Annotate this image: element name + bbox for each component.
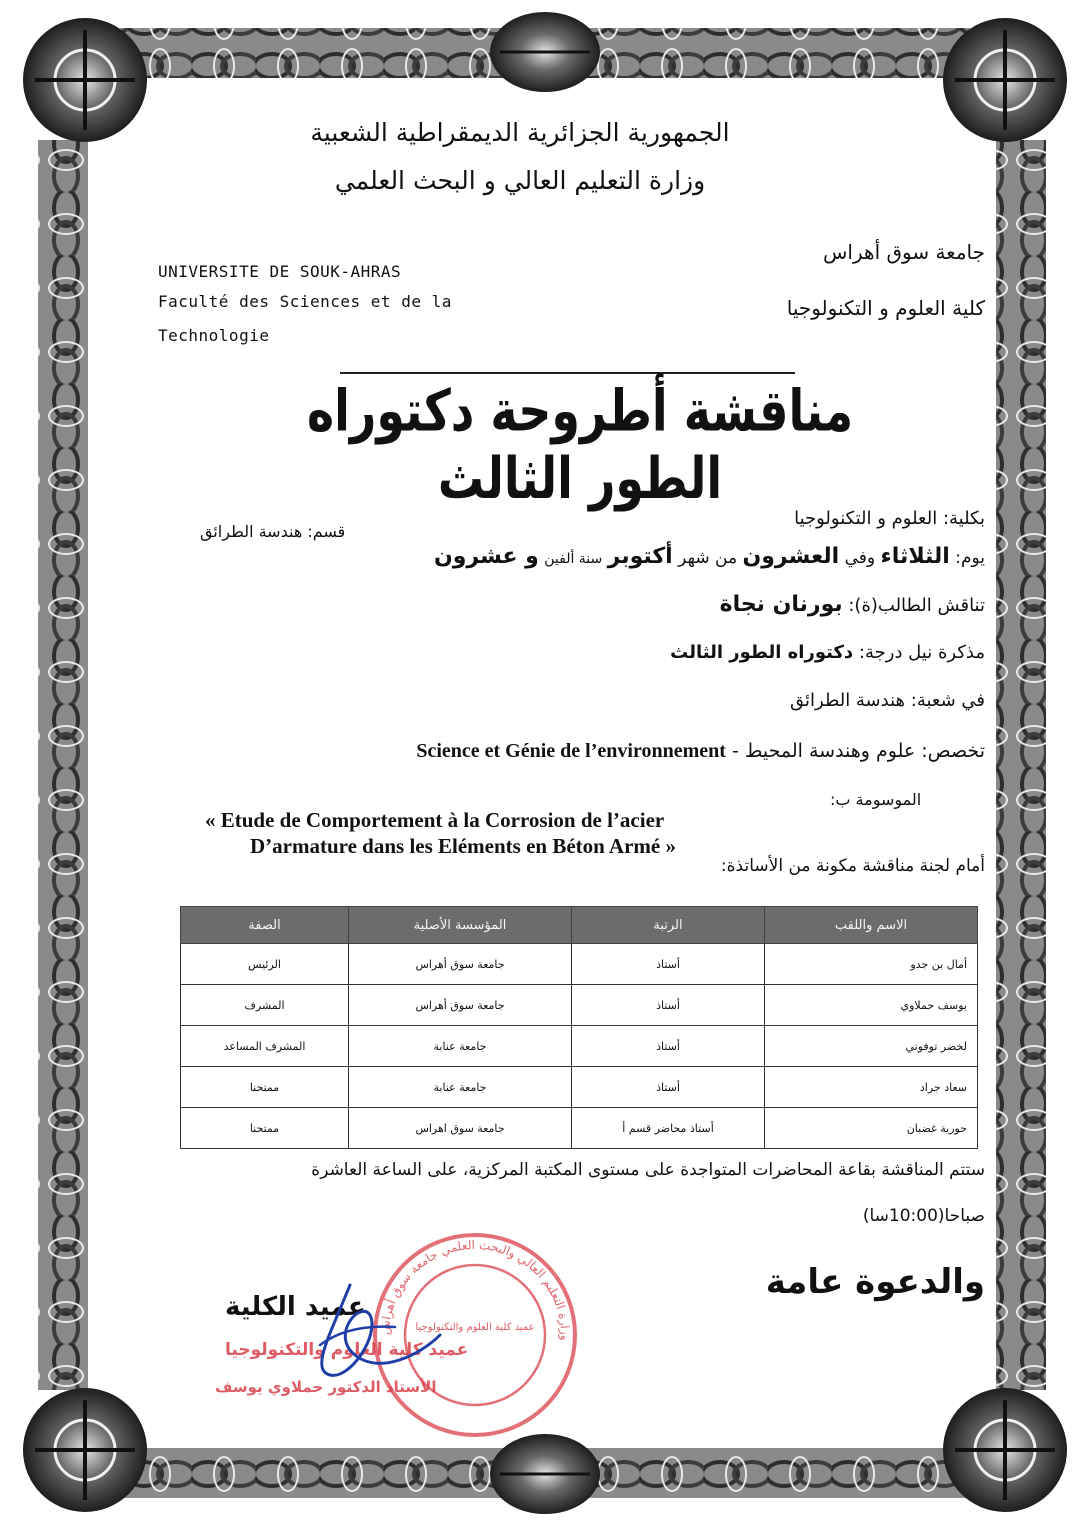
member-rank: أستاذ محاضر قسم أ — [572, 1108, 765, 1149]
stamp-line-professor: الأستاذ الدكتور حملاوي يوسف — [215, 1378, 437, 1396]
student-label: تناقش الطالب(ة): — [848, 595, 985, 616]
republic-heading: الجمهورية الجزائرية الديمقراطية الشعبية — [310, 118, 730, 147]
department-field — [200, 522, 345, 541]
jury-table — [180, 906, 978, 1149]
dean-title: عميد الكلية — [225, 1292, 366, 1322]
corner-ornament-bottom-right — [943, 1388, 1067, 1512]
public-invitation: والدعوة عامة — [765, 1262, 985, 1302]
speciality-ar: علوم وهندسة المحيط - — [731, 740, 916, 762]
table-row — [181, 1067, 978, 1108]
member-name: لخضر توفوتي — [765, 1026, 978, 1067]
degree-field — [670, 642, 985, 663]
member-role: الرئيس — [181, 944, 349, 985]
member-rank: أستاذ — [572, 1026, 765, 1067]
year-prefix: سنة ألفين — [544, 551, 603, 567]
corner-ornament-top-left — [23, 18, 147, 142]
year-suffix: و عشرون — [433, 544, 539, 569]
header-role: الصفة — [181, 907, 349, 944]
faculty-name-ar: كلية العلوم و التكنولوجيا — [786, 296, 985, 320]
member-institution: جامعة سوق أهراس — [349, 944, 572, 985]
thesis-title-line1: « Etude de Comportement à la Corrosion de l’acier — [205, 808, 665, 832]
university-name-fr: UNIVERSITE DE SOUK-AHRAS — [158, 262, 402, 281]
table-row — [181, 944, 978, 985]
department-label: قسم: — [307, 522, 346, 541]
student-field — [720, 592, 985, 617]
titled-label: الموسومة ب: — [830, 790, 922, 809]
thesis-title-line2: D’armature dans les Eléments en Béton Armé » — [250, 834, 676, 858]
degree-label: مذكرة نيل درجة: — [858, 642, 985, 663]
department-value: هندسة الطرائق — [200, 522, 303, 541]
member-institution: جامعة سوق أهراس — [349, 985, 572, 1026]
speciality-fr: Science et Génie de l’environnement — [416, 740, 726, 762]
day-label: يوم: — [955, 548, 985, 568]
day-name: الثلاثاء — [880, 544, 950, 569]
ornament-top-middle — [490, 12, 600, 92]
member-institution: جامعة سوق اهراس — [349, 1108, 572, 1149]
corner-ornament-top-right — [943, 18, 1067, 142]
member-role: ممتحنا — [181, 1108, 349, 1149]
venue-line2: صباحا(10:00سا) — [862, 1206, 985, 1226]
table-row — [181, 1108, 978, 1149]
corner-ornament-bottom-left — [23, 1388, 147, 1512]
student-name: بورنان نجاة — [719, 592, 843, 617]
day-in: وفي — [844, 548, 876, 568]
table-row — [181, 1026, 978, 1067]
member-rank: أستاذ — [572, 985, 765, 1026]
header-rank: الرتبة — [572, 907, 765, 944]
member-role: ممتحنا — [181, 1067, 349, 1108]
committee-intro: أمام لجنة مناقشة مكونة من الأساتذة: — [720, 856, 985, 876]
member-name: يوسف حملاوي — [765, 985, 978, 1026]
ministry-heading: وزارة التعليم العالي و البحث العلمي — [334, 166, 706, 195]
member-role: المشرف المساعد — [181, 1026, 349, 1067]
ornament-bottom-middle — [490, 1434, 600, 1514]
stamp-inner-text: عميد كلية العلوم والتكنولوجيا — [415, 1322, 535, 1333]
header-divider — [340, 372, 795, 374]
header-name: الاسم واللقب — [765, 907, 978, 944]
member-role: المشرف — [181, 985, 349, 1026]
day-number: العشرون — [742, 544, 840, 569]
speciality-field — [416, 740, 985, 763]
faculty-field — [794, 508, 985, 529]
member-name: سعاد جراد — [765, 1067, 978, 1108]
member-institution: جامعة عنابة — [349, 1067, 572, 1108]
date-field — [434, 544, 985, 569]
speciality-label: تخصص: — [921, 740, 985, 762]
document-title: مناقشة أطروحة دكتوراه الطور الثالث — [306, 376, 854, 512]
member-rank: أستاذ — [572, 1067, 765, 1108]
degree-value: دكتوراه الطور الثالث — [670, 642, 854, 663]
venue-line1: ستتم المناقشة بقاعة المحاضرات المتواجدة على مستوى المكتبة المركزية، على الساعة العاشرة — [311, 1160, 985, 1180]
faculty-name-fr-line1: Faculté des Sciences et de la — [158, 292, 452, 311]
header-institution: المؤسسة الأصلية — [349, 907, 572, 944]
member-name: حورية غضبان — [765, 1108, 978, 1149]
jury-table-header — [181, 907, 978, 944]
branch-label: في شعبة: — [910, 690, 985, 711]
member-rank: أستاذ — [572, 944, 765, 985]
university-name-ar: جامعة سوق أهراس — [823, 240, 985, 264]
branch-field — [790, 690, 985, 711]
member-name: أمال بن جدو — [765, 944, 978, 985]
dean-signature — [180, 1275, 480, 1395]
month-name: أكتوبر — [607, 544, 673, 569]
branch-value: هندسة الطرائق — [789, 690, 906, 711]
month-prefix: من شهر — [678, 548, 738, 568]
faculty-label: بكلية: — [942, 508, 985, 529]
faculty-value: العلوم و التكنولوجيا — [794, 508, 938, 529]
stamp-outer-text: وزارة التعليم العالي والبحث العلمي جامعة سوق أهراس — [377, 1237, 573, 1341]
member-institution: جامعة عنابة — [349, 1026, 572, 1067]
stamp-line-faculty: عميد كلية العلوم والتكنولوجيا — [225, 1340, 469, 1360]
faculty-name-fr-line2: Technologie — [158, 326, 270, 345]
table-row — [181, 985, 978, 1026]
